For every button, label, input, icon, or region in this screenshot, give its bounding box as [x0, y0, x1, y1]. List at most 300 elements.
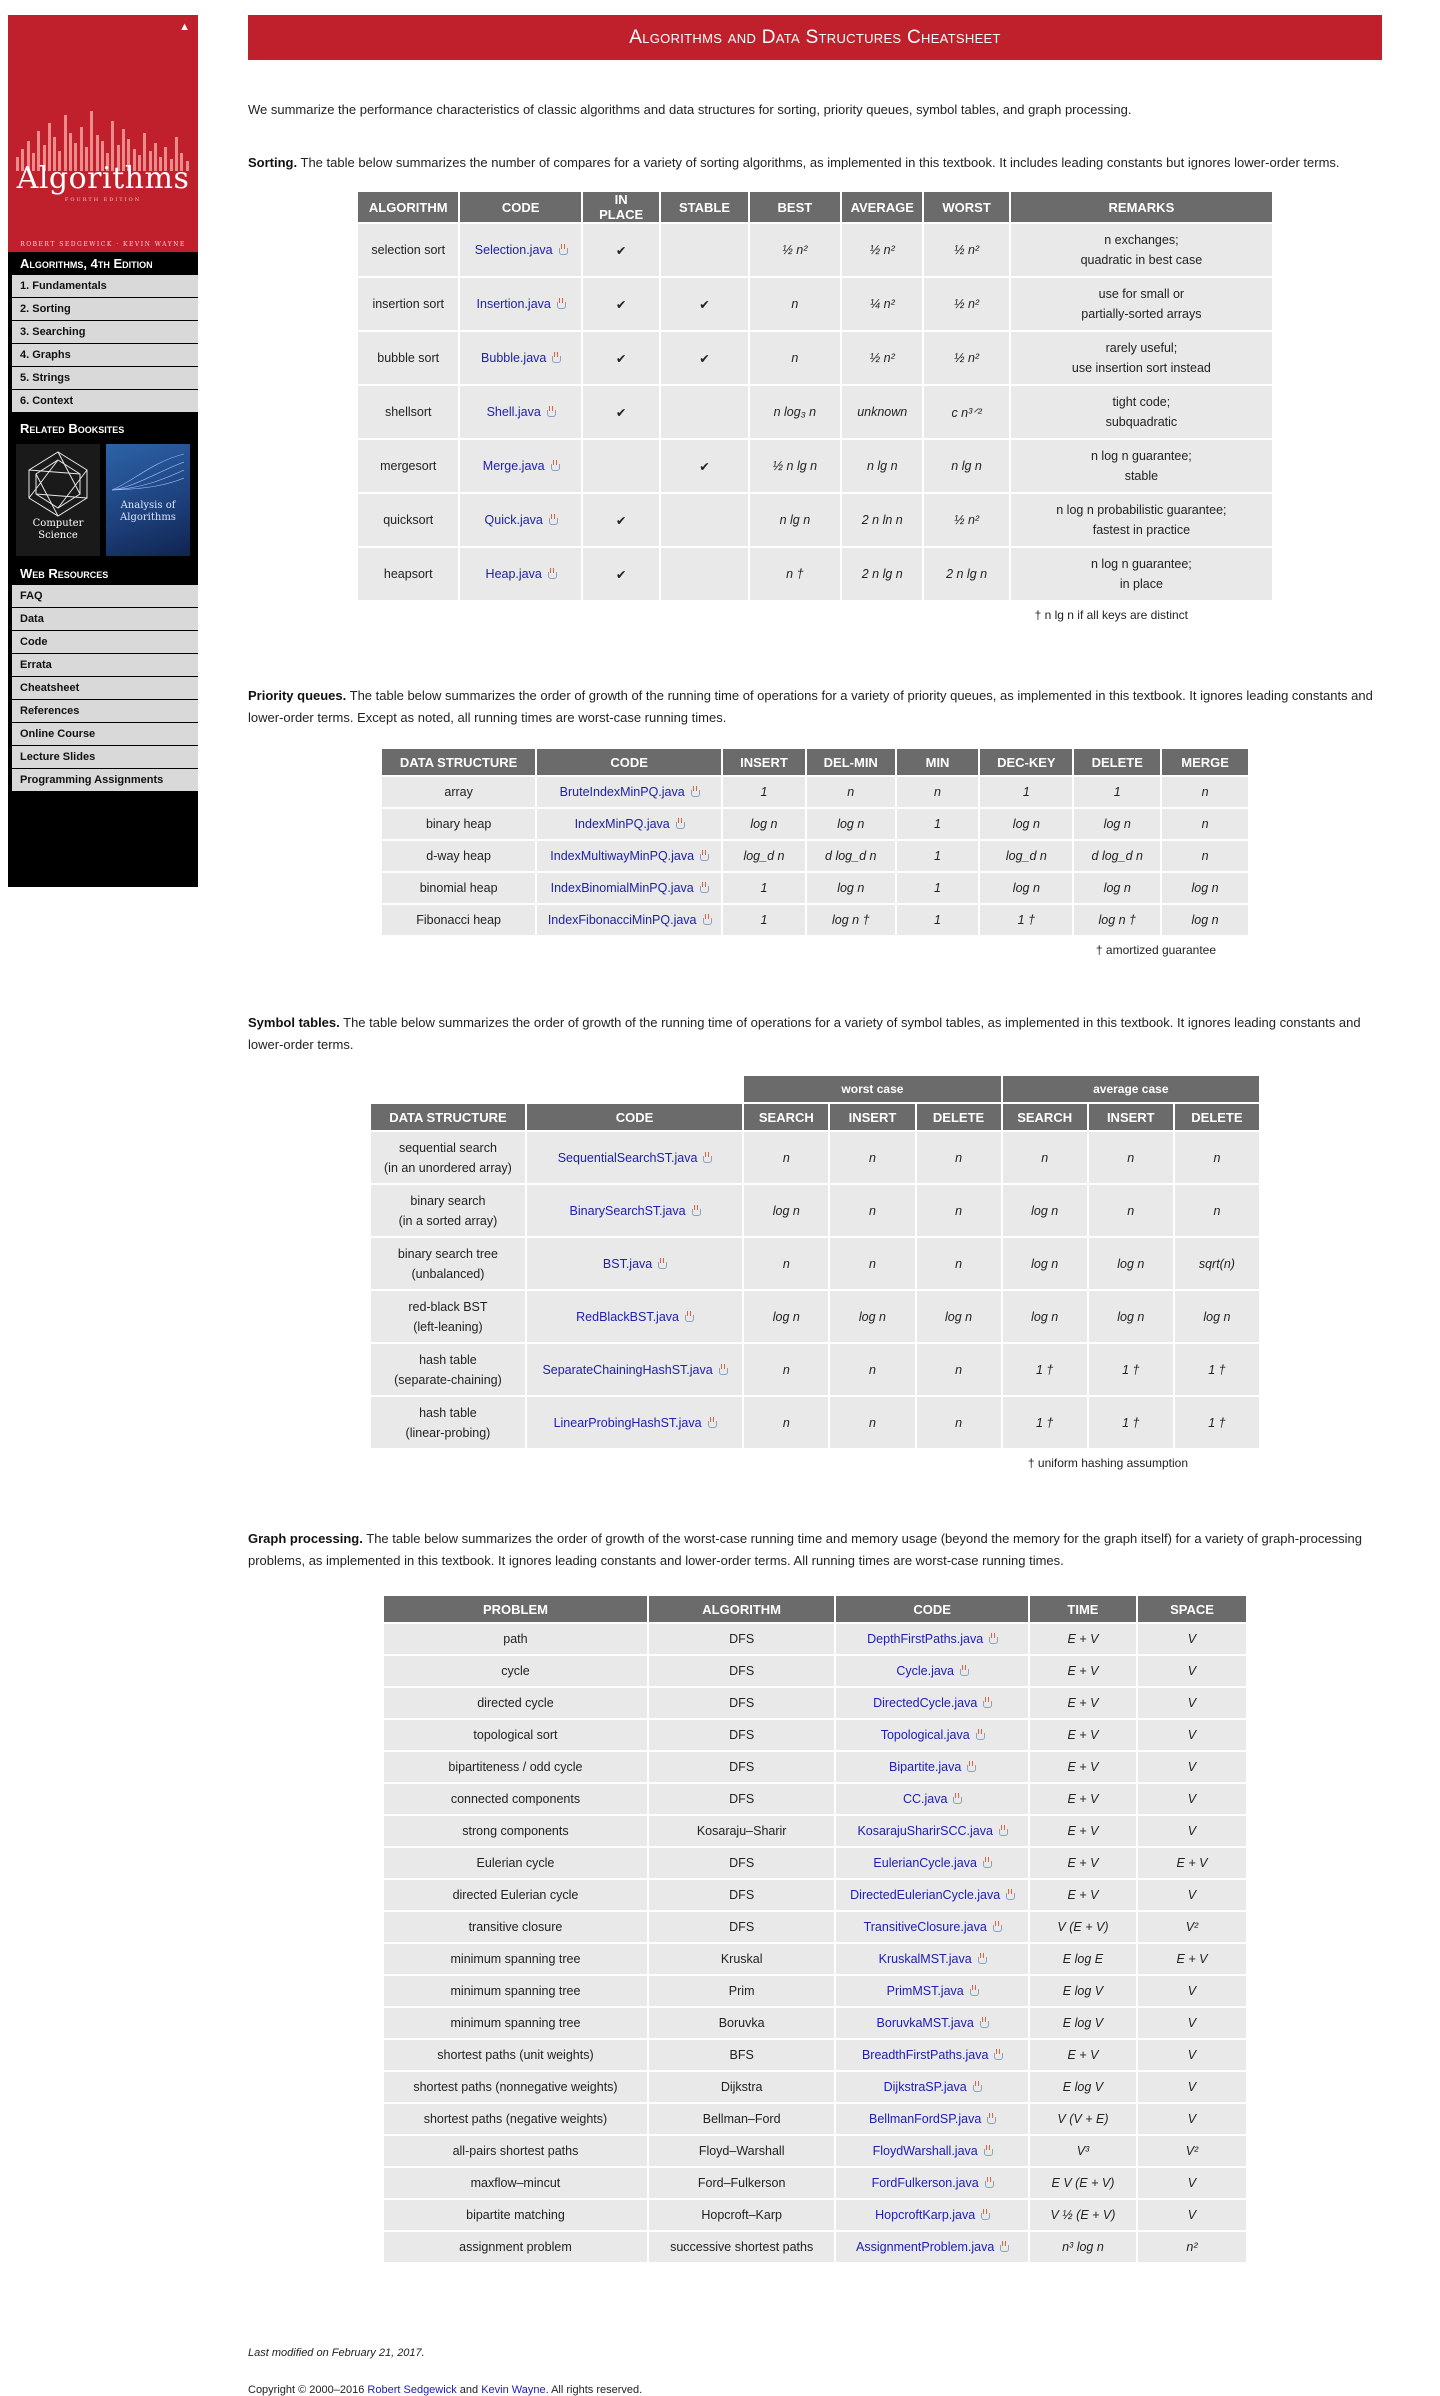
cost-cell: 1	[980, 777, 1072, 807]
table-row	[384, 2168, 1246, 2198]
sorting-table	[356, 190, 1274, 602]
main-content	[248, 15, 1382, 2254]
java-icon	[969, 1985, 978, 1996]
data-structure-cell: array	[382, 777, 535, 807]
related-booksites-heading: Related Booksites	[20, 421, 125, 436]
code-cell	[836, 2104, 1028, 2134]
stable-cell	[661, 494, 747, 546]
code-link[interactable]: IndexFibonacciMinPQ.java	[547, 913, 697, 927]
booksite-computer-science[interactable]	[16, 444, 100, 556]
code-link[interactable]: RedBlackBST.java	[576, 1309, 679, 1324]
chapter-link-graphs[interactable]: 4. Graphs	[12, 344, 198, 367]
booksite-analysis-of-algorithms[interactable]	[106, 444, 190, 556]
problem-cell: Eulerian cycle	[384, 1848, 647, 1878]
average-cell: ¼ n²	[842, 278, 922, 330]
time-cell: E + V	[1030, 1848, 1136, 1878]
code-link[interactable]: DirectedCycle.java	[873, 1696, 978, 1710]
table-row	[358, 332, 1272, 384]
code-cell	[537, 873, 721, 903]
code-link[interactable]: BoruvkaMST.java	[876, 2016, 974, 2030]
java-icon	[972, 2081, 981, 2092]
chapter-link-context[interactable]: 6. Context	[12, 390, 198, 413]
time-cell: V³	[1030, 2136, 1136, 2166]
code-link[interactable]: KosarajuSharirSCC.java	[857, 1824, 993, 1838]
data-structure-cell	[371, 1185, 525, 1236]
code-link[interactable]: CC.java	[902, 1792, 948, 1806]
java-icon	[986, 2113, 995, 2124]
pq-paragraph	[248, 685, 1382, 729]
data-structure-name: hash table	[419, 1405, 477, 1420]
java-icon	[684, 1311, 693, 1322]
data-structure-name: binary search	[410, 1193, 486, 1208]
web-link-data[interactable]: Data	[12, 608, 198, 631]
space-cell: V	[1138, 1688, 1246, 1718]
average-cell: ½ n²	[842, 332, 922, 384]
code-link[interactable]: TransitiveClosure.java	[863, 1920, 987, 1934]
column-header: CODE	[460, 192, 581, 222]
code-link[interactable]: DijkstraSP.java	[883, 2080, 967, 2094]
java-icon	[966, 1761, 975, 1772]
column-header: DEL-MIN	[807, 749, 895, 775]
time-cell: V ½ (E + V)	[1030, 2200, 1136, 2230]
code-link[interactable]: DirectedEulerianCycle.java	[850, 1888, 1001, 1902]
code-link[interactable]: FordFulkerson.java	[871, 2176, 979, 2190]
average-cell: n lg n	[842, 440, 922, 492]
java-icon	[547, 568, 556, 579]
space-cell: V	[1138, 2072, 1246, 2102]
space-cell: V	[1138, 1656, 1246, 1686]
worst-cell: ½ n²	[924, 494, 1008, 546]
problem-cell: assignment problem	[384, 2232, 647, 2262]
in-place-cell: ✔	[583, 278, 659, 330]
problem-cell: shortest paths (nonnegative weights)	[384, 2072, 647, 2102]
web-link-references[interactable]: References	[12, 700, 198, 723]
cost-cell: log n	[744, 1291, 828, 1342]
cost-cell: n	[830, 1238, 914, 1289]
table-row	[384, 1944, 1246, 1974]
time-cell: E + V	[1030, 1784, 1136, 1814]
web-link-faq[interactable]: FAQ	[12, 585, 198, 608]
graph-text: The table below summarizes the order of growth of the worst-case running time and memory usage (beyond the memory for the graph itself) for a variety of graph-processing problems, as implemented in this textbook. It ignores leading constants and lower-order terms. All running times are worst-case running times.	[248, 1531, 1362, 1568]
code-cell	[836, 2040, 1028, 2070]
column-header: TIME	[1030, 1596, 1136, 1622]
cost-cell: n	[1089, 1132, 1173, 1183]
table-row	[358, 386, 1272, 438]
web-link-online-course[interactable]: Online Course	[12, 723, 198, 746]
best-cell: n	[750, 278, 840, 330]
code-cell	[836, 1720, 1028, 1750]
java-icon	[988, 1633, 997, 1644]
java-icon	[993, 2049, 1002, 2060]
author-link-sedgewick[interactable]: Robert Sedgewick	[367, 2384, 457, 2396]
code-link[interactable]: Heap.java	[485, 567, 542, 581]
code-link[interactable]: AssignmentProblem.java	[856, 2240, 995, 2254]
algorithm-cell: quicksort	[358, 494, 458, 546]
code-link[interactable]: IndexBinomialMinPQ.java	[550, 881, 694, 895]
cost-cell: n	[897, 777, 979, 807]
column-header: CODE	[527, 1104, 742, 1130]
cost-cell: log n	[807, 873, 895, 903]
code-link[interactable]: BinarySearchST.java	[569, 1203, 686, 1218]
cost-cell: log n	[1175, 1291, 1259, 1342]
table-row	[384, 2200, 1246, 2230]
worst-cell: n lg n	[924, 440, 1008, 492]
time-cell: E + V	[1030, 1880, 1136, 1910]
column-header: DATA STRUCTURE	[382, 749, 535, 775]
intro-paragraph: We summarize the performance characteristics of classic algorithms and data structures for sorting, priority queues, symbol tables, and graph processing.	[248, 102, 1132, 117]
chapter-link-fundamentals[interactable]: 1. Fundamentals	[12, 275, 198, 298]
web-resources-list	[8, 585, 198, 792]
java-icon	[702, 914, 711, 925]
remarks-cell	[1011, 278, 1272, 330]
table-row	[382, 777, 1248, 807]
remarks-cell	[1011, 548, 1272, 600]
code-cell	[460, 440, 581, 492]
algorithm-cell: DFS	[649, 1752, 834, 1782]
code-cell	[836, 1944, 1028, 1974]
algorithm-cell: insertion sort	[358, 278, 458, 330]
cost-cell: 1 †	[1175, 1344, 1259, 1395]
table-row	[384, 2136, 1246, 2166]
problem-cell: shortest paths (unit weights)	[384, 2040, 647, 2070]
remarks-line-1: use for small or	[1098, 287, 1185, 301]
column-header: INSERT	[1089, 1104, 1173, 1130]
code-link[interactable]: Bubble.java	[481, 351, 547, 365]
cost-cell: log n	[1089, 1238, 1173, 1289]
space-cell: V	[1138, 1880, 1246, 1910]
table-row	[358, 224, 1272, 276]
column-header: PROBLEM	[384, 1596, 647, 1622]
space-cell: V	[1138, 2200, 1246, 2230]
cost-cell: 1	[897, 841, 979, 871]
table-row	[384, 1656, 1246, 1686]
space-cell: V	[1138, 1784, 1246, 1814]
copyright-prefix: Copyright © 2000–2016	[248, 2384, 365, 2396]
best-cell: n	[750, 332, 840, 384]
table-row	[384, 2104, 1246, 2134]
table-row	[384, 1784, 1246, 1814]
cost-cell: n	[1175, 1132, 1259, 1183]
code-cell	[537, 905, 721, 935]
code-cell	[527, 1344, 742, 1395]
cost-cell: log n	[1089, 1291, 1173, 1342]
code-link[interactable]: KruskalMST.java	[878, 1952, 972, 1966]
remarks-cell	[1011, 386, 1272, 438]
remarks-cell	[1011, 332, 1272, 384]
data-structure-cell: binary heap	[382, 809, 535, 839]
code-link[interactable]: Topological.java	[880, 1728, 970, 1742]
sidebar	[8, 15, 198, 887]
problem-cell: all-pairs shortest paths	[384, 2136, 647, 2166]
worst-cell: ½ n²	[924, 332, 1008, 384]
code-link[interactable]: EulerianCycle.java	[873, 1856, 977, 1870]
time-cell: E V (E + V)	[1030, 2168, 1136, 2198]
cost-cell: 1 †	[1003, 1344, 1087, 1395]
copyright	[248, 2384, 642, 2396]
sorting-footnote-text: † n lg n if all keys are distinct	[1034, 608, 1188, 622]
code-link[interactable]: PrimMST.java	[886, 1984, 964, 1998]
algorithm-cell: Dijkstra	[649, 2072, 834, 2102]
chapter-link-strings[interactable]: 5. Strings	[12, 367, 198, 390]
column-header: DELETE	[1175, 1104, 1259, 1130]
column-header: SPACE	[1138, 1596, 1246, 1622]
code-cell	[527, 1185, 742, 1236]
code-cell	[537, 841, 721, 871]
cost-cell: log n	[1074, 809, 1160, 839]
code-link[interactable]: Merge.java	[482, 459, 545, 473]
algorithm-cell: DFS	[649, 1656, 834, 1686]
code-link[interactable]: Selection.java	[474, 243, 553, 257]
problem-cell: directed Eulerian cycle	[384, 1880, 647, 1910]
data-structure-name: hash table	[419, 1352, 477, 1367]
algorithm-cell: Kosaraju–Sharir	[649, 1816, 834, 1846]
java-icon	[992, 1921, 1001, 1932]
column-header: MERGE	[1162, 749, 1248, 775]
column-header: BEST	[750, 192, 840, 222]
cost-cell: 1	[897, 873, 979, 903]
cost-cell: n	[807, 777, 895, 807]
time-cell: E + V	[1030, 1688, 1136, 1718]
data-structure-cell	[371, 1291, 525, 1342]
publisher-logo-icon: ▲	[179, 21, 190, 33]
code-link[interactable]: HopcroftKarp.java	[875, 2208, 976, 2222]
algorithm-cell: selection sort	[358, 224, 458, 276]
code-cell	[537, 809, 721, 839]
column-header: AVERAGE	[842, 192, 922, 222]
booksite-aa-title: Analysis of Algorithms	[120, 500, 176, 523]
cost-cell: 1	[897, 905, 979, 935]
st-text: The table below summarizes the order of growth of the running time of operations for a variety of symbol tables, as implemented in this textbook. It ignores leading constants and lower-order terms.	[248, 1015, 1361, 1052]
remarks-line-1: n exchanges;	[1104, 233, 1179, 247]
sorting-section	[248, 152, 1382, 622]
cost-cell: log n	[980, 873, 1072, 903]
data-structure-cell: Fibonacci heap	[382, 905, 535, 935]
cost-cell: n	[1162, 809, 1248, 839]
best-cell: ½ n²	[750, 224, 840, 276]
java-icon	[556, 298, 565, 309]
column-header: DATA STRUCTURE	[371, 1104, 525, 1130]
remarks-line-2: partially-sorted arrays	[1081, 307, 1202, 321]
cost-cell: n	[917, 1238, 1001, 1289]
web-link-code[interactable]: Code	[12, 631, 198, 654]
code-cell	[836, 1656, 1028, 1686]
remarks-line-2: subquadratic	[1105, 415, 1178, 429]
algorithm-cell: DFS	[649, 1848, 834, 1878]
algorithm-cell: DFS	[649, 1880, 834, 1910]
cost-cell: 1	[723, 777, 805, 807]
space-cell: V	[1138, 1720, 1246, 1750]
column-header: IN PLACE	[583, 192, 659, 222]
code-link[interactable]: Insertion.java	[476, 297, 551, 311]
data-structure-name: sequential search	[398, 1140, 497, 1155]
code-cell	[527, 1238, 742, 1289]
data-structure-detail: (separate-chaining)	[394, 1372, 502, 1387]
data-structure-cell: d-way heap	[382, 841, 535, 871]
table-row	[371, 1397, 1259, 1448]
column-header: DELETE	[917, 1104, 1001, 1130]
problem-cell: minimum spanning tree	[384, 1976, 647, 2006]
st-group-spacer	[371, 1076, 742, 1102]
chapter-link-sorting[interactable]: 2. Sorting	[12, 298, 198, 321]
code-cell	[460, 494, 581, 546]
copyright-and: and	[459, 2384, 479, 2396]
java-icon	[983, 2145, 992, 2156]
algorithm-cell: Prim	[649, 1976, 834, 2006]
space-cell: V²	[1138, 1912, 1246, 1942]
java-icon	[980, 2209, 989, 2220]
code-cell	[836, 2168, 1028, 2198]
space-cell: V	[1138, 1976, 1246, 2006]
code-link[interactable]: SequentialSearchST.java	[557, 1150, 698, 1165]
table-row	[384, 1688, 1246, 1718]
booksite-cs-title: Computer Science	[32, 518, 84, 541]
java-icon	[707, 1417, 716, 1428]
curves-icon	[112, 452, 184, 492]
code-cell	[836, 2072, 1028, 2102]
data-structure-detail: (unbalanced)	[411, 1266, 485, 1281]
data-structure-detail: (left-leaning)	[413, 1319, 483, 1334]
copyright-suffix: . All rights reserved.	[545, 2384, 643, 2396]
web-link-errata[interactable]: Errata	[12, 654, 198, 677]
remarks-line-2: use insertion sort instead	[1071, 361, 1211, 375]
cost-cell: log n	[830, 1291, 914, 1342]
java-icon	[982, 1697, 991, 1708]
stable-cell: ✔	[661, 332, 747, 384]
web-link-programming-assignments[interactable]: Programming Assignments	[12, 769, 198, 792]
java-icon	[551, 352, 560, 363]
java-icon	[718, 1364, 727, 1375]
pq-footnote-text: † amortized guarantee	[1095, 943, 1216, 957]
data-structure-cell	[371, 1397, 525, 1448]
pq-heading: Priority queues.	[248, 688, 347, 703]
code-link[interactable]: BST.java	[602, 1256, 653, 1271]
book-cover[interactable]	[8, 15, 198, 252]
best-cell: ½ n lg n	[750, 440, 840, 492]
java-icon	[546, 406, 555, 417]
st-footnote	[248, 1450, 1188, 1470]
code-link[interactable]: Bipartite.java	[889, 1760, 962, 1774]
in-place-cell: ✔	[583, 332, 659, 384]
data-structure-cell: binomial heap	[382, 873, 535, 903]
code-link[interactable]: FloydWarshall.java	[872, 2144, 978, 2158]
data-structure-name: red-black BST	[408, 1299, 488, 1314]
cost-cell: d log_d n	[807, 841, 895, 871]
time-cell: E + V	[1030, 1752, 1136, 1782]
code-link[interactable]: LinearProbingHashST.java	[553, 1415, 702, 1430]
code-link[interactable]: DepthFirstPaths.java	[867, 1632, 984, 1646]
web-link-lecture-slides[interactable]: Lecture Slides	[12, 746, 198, 769]
code-cell	[836, 1912, 1028, 1942]
st-group-worst: worst case	[744, 1076, 1000, 1102]
st-heading: Symbol tables.	[248, 1015, 340, 1030]
table-row	[384, 1752, 1246, 1782]
problem-cell: bipartiteness / odd cycle	[384, 1752, 647, 1782]
algorithm-cell: Ford–Fulkerson	[649, 2168, 834, 2198]
space-cell: n²	[1138, 2232, 1246, 2262]
web-link-cheatsheet[interactable]: Cheatsheet	[12, 677, 198, 700]
cost-cell: log n	[807, 809, 895, 839]
code-link[interactable]: IndexMinPQ.java	[574, 817, 670, 831]
problem-cell: shortest paths (negative weights)	[384, 2104, 647, 2134]
problem-cell: directed cycle	[384, 1688, 647, 1718]
pq-text: The table below summarizes the order of growth of the running time of operations for a variety of priority queues, as implemented in this textbook. It ignores leading constants and lower-order terms. Except as noted, all running times are worst-case running times.	[248, 688, 1373, 725]
code-link[interactable]: SeparateChainingHashST.java	[542, 1362, 713, 1377]
java-icon	[998, 1825, 1007, 1836]
table-row	[382, 873, 1248, 903]
algorithm-cell: shellsort	[358, 386, 458, 438]
cost-cell: n	[830, 1397, 914, 1448]
code-link[interactable]: Quick.java	[484, 513, 543, 527]
last-modified: Last modified on February 21, 2017.	[248, 2347, 425, 2359]
chapter-link-searching[interactable]: 3. Searching	[12, 321, 198, 344]
code-link[interactable]: BruteIndexMinPQ.java	[559, 785, 685, 799]
code-link[interactable]: BreadthFirstPaths.java	[861, 2048, 989, 2062]
page-title: Algorithms and Data Structures Cheatsheet	[248, 15, 1382, 60]
cost-cell: n	[1162, 777, 1248, 807]
in-place-cell	[583, 440, 659, 492]
algorithm-cell: Floyd–Warshall	[649, 2136, 834, 2166]
remarks-cell	[1011, 224, 1272, 276]
cost-cell: 1 †	[1003, 1397, 1087, 1448]
space-cell: V	[1138, 2040, 1246, 2070]
data-structure-cell	[371, 1344, 525, 1395]
code-link[interactable]: IndexMultiwayMinPQ.java	[550, 849, 695, 863]
sorting-text: The table below summarizes the number of compares for a variety of sorting algorithms, as implemented in this textbook. It includes leading constants but ignores lower-order terms.	[300, 155, 1340, 170]
java-icon	[657, 1258, 666, 1269]
problem-cell: strong components	[384, 1816, 647, 1846]
column-header: WORST	[924, 192, 1008, 222]
worst-cell: ½ n²	[924, 278, 1008, 330]
cost-cell: log n	[1162, 873, 1248, 903]
time-cell: E log V	[1030, 1976, 1136, 2006]
remarks-cell	[1011, 440, 1272, 492]
problem-cell: maxflow–mincut	[384, 2168, 647, 2198]
stable-cell	[661, 224, 747, 276]
cost-cell: 1 †	[1089, 1344, 1173, 1395]
problem-cell: minimum spanning tree	[384, 2008, 647, 2038]
table-row	[384, 1848, 1246, 1878]
data-structure-cell	[371, 1238, 525, 1289]
algorithm-cell: DFS	[649, 1720, 834, 1750]
java-icon	[702, 1152, 711, 1163]
algorithm-cell: DFS	[649, 1688, 834, 1718]
author-link-wayne[interactable]: Kevin Wayne	[481, 2384, 546, 2396]
worst-cell: 2 n lg n	[924, 548, 1008, 600]
cost-cell: 1	[897, 809, 979, 839]
space-cell: V	[1138, 1752, 1246, 1782]
problem-cell: path	[384, 1624, 647, 1654]
remarks-line-2: quadratic in best case	[1080, 253, 1203, 267]
time-cell: E log E	[1030, 1944, 1136, 1974]
algorithm-cell: bubble sort	[358, 332, 458, 384]
table-row	[384, 1816, 1246, 1846]
java-icon	[691, 1205, 700, 1216]
code-link[interactable]: Shell.java	[486, 405, 541, 419]
algorithm-cell: BFS	[649, 2040, 834, 2070]
algorithm-cell: DFS	[649, 1784, 834, 1814]
cost-cell: d log_d n	[1074, 841, 1160, 871]
space-cell: E + V	[1138, 1944, 1246, 1974]
in-place-cell: ✔	[583, 548, 659, 600]
code-link[interactable]: BellmanFordSP.java	[869, 2112, 982, 2126]
remarks-line-2: stable	[1124, 469, 1159, 483]
java-icon	[979, 2017, 988, 2028]
cost-cell: n	[1162, 841, 1248, 871]
code-cell	[836, 2232, 1028, 2262]
code-link[interactable]: Cycle.java	[896, 1664, 955, 1678]
table-row	[382, 809, 1248, 839]
java-icon	[982, 1857, 991, 1868]
